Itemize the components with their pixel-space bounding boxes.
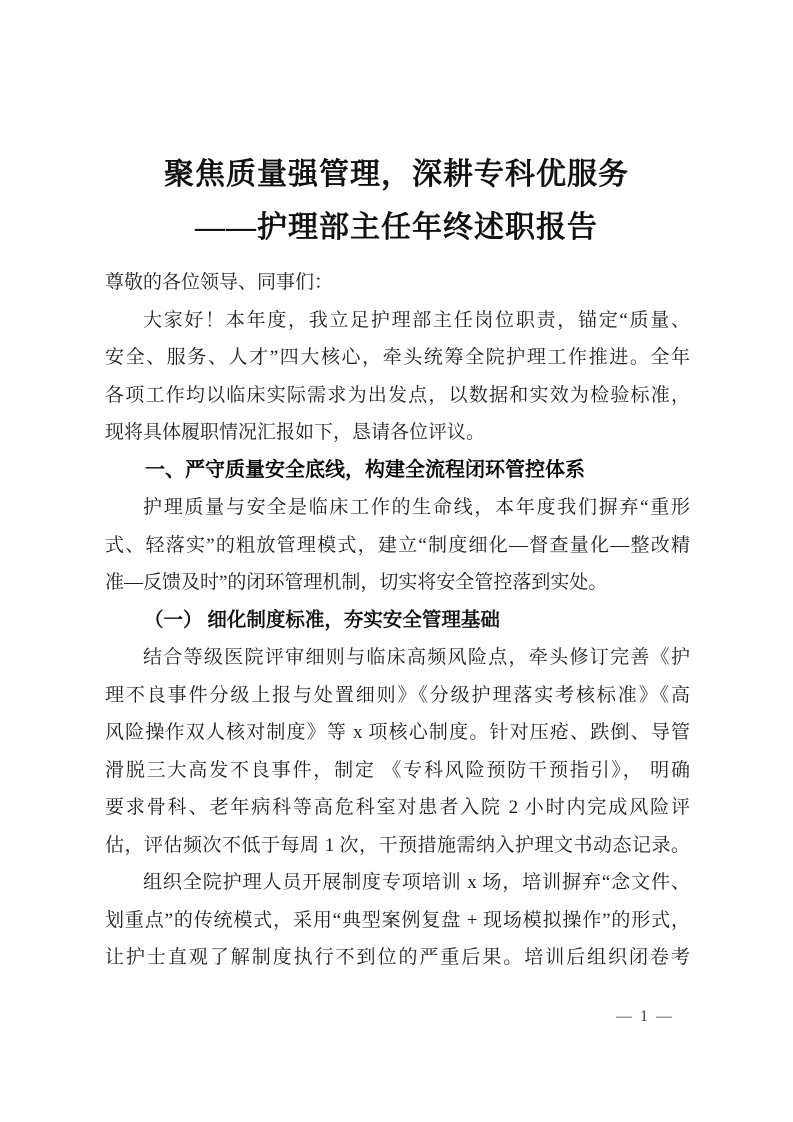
document-title: 聚焦质量强管理，深耕专科优服务 <box>164 158 629 191</box>
text-line: 结合等级医院评审细则与临床高频风险点，牵头修订完善《护 <box>143 647 690 668</box>
text-line: 让护士直观了解制度执行不到位的严重后果。培训后组织闭卷考 <box>105 947 690 968</box>
text-line: 安全、服务、人才”四大核心，牵头统筹全院护理工作推进。全年 <box>105 347 690 368</box>
text-line: 各项工作均以临床实际需求为出发点，以数据和实效为检验标准， <box>105 384 690 406</box>
document-body <box>105 264 690 977</box>
text-line: 风险操作双人核对制度》等 x 项核心制度。针对压疮、跌倒、导管 <box>105 722 690 743</box>
text-line: 尊敬的各位领导、同事们： <box>105 272 334 293</box>
text-line: 大家好！本年度，我立足护理部主任岗位职责，锚定“质量、 <box>143 309 690 331</box>
text-line: 组织全院护理人员开展制度专项培训 x 场，培训摒弃“念文件、 <box>143 872 690 893</box>
text-line: 现将具体履职情况汇报如下，恳请各位评议。 <box>105 422 486 443</box>
text-line: 护理质量与安全是临床工作的生命线，本年度我们摒弃“重形 <box>143 497 690 518</box>
text-line: 估，评估频次不低于每周 1 次，干预措施需纳入护理文书动态记录。 <box>105 834 690 856</box>
text-line: 准—反馈及时”的闭环管理机制，切实将安全管控落到实处。 <box>105 572 608 593</box>
page-number: — 1 — <box>616 1008 674 1025</box>
subsection-heading: （一） 细化制度标准，夯实安全管理基础 <box>144 609 500 631</box>
text-line: 理不良事件分级上报与处置细则》《分级护理落实考核标准》《高 <box>105 684 690 706</box>
document-subtitle: ——护理部主任年终述职报告 <box>195 211 598 244</box>
section-heading: 一、严守质量安全底线，构建全流程闭环管控体系 <box>145 458 585 481</box>
text-line: 式、轻落实”的粗放管理模式，建立“制度细化—督查量化—整改精 <box>105 534 690 556</box>
text-line: 划重点”的传统模式，采用“典型案例复盘 + 现场模拟操作”的形式， <box>105 909 690 931</box>
text-line: 滑脱三大高发不良事件，制定 《专科风险预防干预指引》， 明确 <box>105 759 690 781</box>
text-line: 要求骨科、老年病科等高危科室对患者入院 2 小时内完成风险评 <box>105 797 690 818</box>
